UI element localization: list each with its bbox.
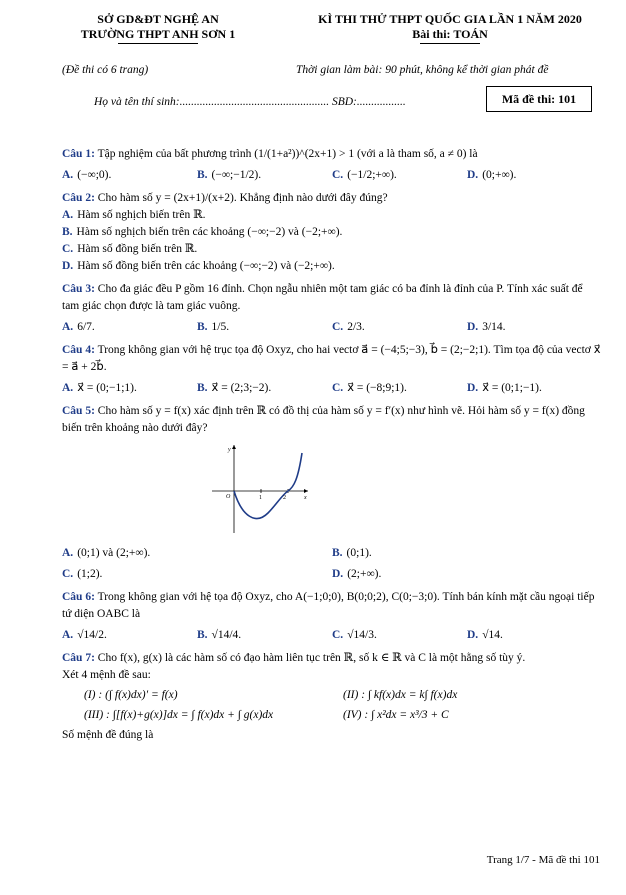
x-axis-label: x xyxy=(304,495,307,501)
question-3 xyxy=(62,281,602,336)
question-5 xyxy=(62,403,602,583)
header-left xyxy=(48,12,268,44)
option-a[interactable]: A. (0;1) và (2;+∞). xyxy=(62,547,151,559)
option-d[interactable]: D. √14. xyxy=(467,629,503,641)
pages-note: (Đề thi có 6 trang) xyxy=(62,64,149,76)
tick-label-2: 2 xyxy=(283,495,286,501)
question-label: Câu 7: xyxy=(62,652,95,664)
option-b[interactable]: B. (0;1). xyxy=(332,547,372,559)
exam-code-box: Mã đề thi: 101 xyxy=(486,86,592,112)
sub-header xyxy=(0,64,626,80)
tick-label-1: 1 xyxy=(259,495,262,501)
question-text-2: Xét 4 mệnh đề sau: xyxy=(62,669,151,681)
time-note: Thời gian làm bài: 90 phút, không kể thời gian phát đề xyxy=(296,64,549,76)
exam-header xyxy=(0,12,626,44)
origin-label: O xyxy=(226,494,231,500)
option-a[interactable]: A. Hàm số nghịch biến trên ℝ. xyxy=(62,209,206,221)
option-d[interactable]: D. (2;+∞). xyxy=(332,568,382,580)
question-text-3: Số mệnh đề đúng là xyxy=(62,729,154,741)
page-footer: Trang 1/7 - Mã đề thi 101 xyxy=(486,854,600,866)
option-a[interactable]: A. √14/2. xyxy=(62,629,107,641)
y-axis-label: y xyxy=(228,447,231,453)
question-1 xyxy=(62,146,602,184)
option-c[interactable]: C. x⃗ = (−8;9;1). xyxy=(332,382,407,394)
option-b[interactable]: B. 1/5. xyxy=(197,321,230,333)
option-c[interactable]: C. (1;2). xyxy=(62,568,103,580)
answer-options-row-1 xyxy=(62,545,602,562)
option-a[interactable]: A. 6/7. xyxy=(62,321,95,333)
option-d[interactable]: D. 3/14. xyxy=(467,321,506,333)
header-right xyxy=(290,12,610,44)
option-c[interactable]: C. 2/3. xyxy=(332,321,365,333)
question-text: Cho hàm số y = (2x+1)/(x+2). Khẳng định nào dưới đây đúng? xyxy=(97,192,388,204)
question-label: Câu 6: xyxy=(62,591,95,603)
answer-options xyxy=(62,380,602,397)
option-b[interactable]: B. Hàm số nghịch biến trên các khoảng (−∞;−2) và (−2;+∞). xyxy=(62,226,343,238)
derivative-graph-svg xyxy=(212,443,312,535)
question-2 xyxy=(62,190,602,275)
option-b[interactable]: B. (−∞;−1/2). xyxy=(197,169,262,181)
option-c[interactable]: C. (−1/2;+∞). xyxy=(332,169,397,181)
statement-2: (II) : ∫ kf(x)dx = k∫ f(x)dx xyxy=(343,689,458,701)
question-6 xyxy=(62,589,602,644)
student-info-line: Họ và tên thí sinh:.................................................... SBD:................. xyxy=(94,96,406,108)
header-right-rule xyxy=(420,43,480,44)
statement-4: (IV) : ∫ x²dx = x³/3 + C xyxy=(343,709,449,721)
question-text: Tập nghiệm của bất phương trình (1/(1+a²))^(2x+1) > 1 (với a là tham số, a ≠ 0) là xyxy=(97,148,478,160)
statement-3: (III) : ∫[f(x)+g(x)]dx = ∫ f(x)dx + ∫ g(x)dx xyxy=(84,709,274,721)
statements-row-2 xyxy=(84,707,602,724)
question-text: Trong không gian với hệ trục tọa độ Oxyz, cho hai vectơ a⃗ = (−4;5;−3), b⃗ = (2;−2;1). Tìm tọa độ của vectơ x⃗ = a⃗ + 2b⃗. xyxy=(62,344,601,373)
question-label: Câu 3: xyxy=(62,283,95,295)
answer-options xyxy=(62,319,602,336)
option-c[interactable]: C. √14/3. xyxy=(332,629,377,641)
question-text: Cho f(x), g(x) là các hàm số có đạo hàm liên tục trên ℝ, số k ∈ ℝ và C là một hằng số tùy ý. xyxy=(97,652,526,664)
answer-options-row-2 xyxy=(62,566,602,583)
question-7 xyxy=(62,650,602,744)
question-text: Cho hàm số y = f(x) xác định trên ℝ có đồ thị của hàm số y = f′(x) như hình vẽ. Hỏi hàm số y = f(x) đồng biến trên khoảng nào dưới đây? xyxy=(62,405,585,434)
exam-title: KÌ THI THỬ THPT QUỐC GIA LẦN 1 NĂM 2020 xyxy=(318,12,582,26)
option-d[interactable]: D. (0;+∞). xyxy=(467,169,517,181)
question-text: Trong không gian với hệ tọa độ Oxyz, cho A(−1;0;0), B(0;0;2), C(0;−3;0). Tính bán kính mặt cầu ngoại tiếp tứ diện OABC là xyxy=(62,591,595,620)
department-name: SỞ GD&ĐT NGHỆ AN xyxy=(97,12,219,26)
header-left-rule xyxy=(118,43,198,44)
answer-options xyxy=(62,627,602,644)
answer-options xyxy=(62,167,602,184)
statement-1: (I) : (∫ f(x)dx)′ = f(x) xyxy=(84,689,178,701)
y-axis-arrow xyxy=(232,445,236,449)
question-4 xyxy=(62,342,602,397)
option-a[interactable]: A. (−∞;0). xyxy=(62,169,112,181)
question-label: Câu 4: xyxy=(62,344,95,356)
exam-subject: Bài thi: TOÁN xyxy=(412,27,488,41)
option-a[interactable]: A. x⃗ = (0;−1;1). xyxy=(62,382,137,394)
question-text: Cho đa giác đều P gồm 16 đỉnh. Chọn ngẫu nhiên một tam giác có ba đỉnh là đỉnh của P. Tính xác suất để tam giác chọn được là tam giác vuông. xyxy=(62,283,583,312)
derivative-curve xyxy=(234,453,302,518)
school-name: TRƯỜNG THPT ANH SƠN 1 xyxy=(80,27,236,41)
derivative-graph xyxy=(62,443,602,541)
question-label: Câu 5: xyxy=(62,405,95,417)
option-b[interactable]: B. √14/4. xyxy=(197,629,242,641)
question-label: Câu 2: xyxy=(62,192,95,204)
option-d[interactable]: D. x⃗ = (0;1;−1). xyxy=(467,382,542,394)
question-label: Câu 1: xyxy=(62,148,95,160)
option-c[interactable]: C. Hàm số đồng biến trên ℝ. xyxy=(62,243,198,255)
option-d[interactable]: D. Hàm số đồng biến trên các khoảng (−∞;−2) và (−2;+∞). xyxy=(62,260,335,272)
statements-row-1 xyxy=(84,687,602,704)
option-b[interactable]: B. x⃗ = (2;3;−2). xyxy=(197,382,272,394)
x-axis-arrow xyxy=(304,489,308,493)
questions-area xyxy=(62,146,602,750)
